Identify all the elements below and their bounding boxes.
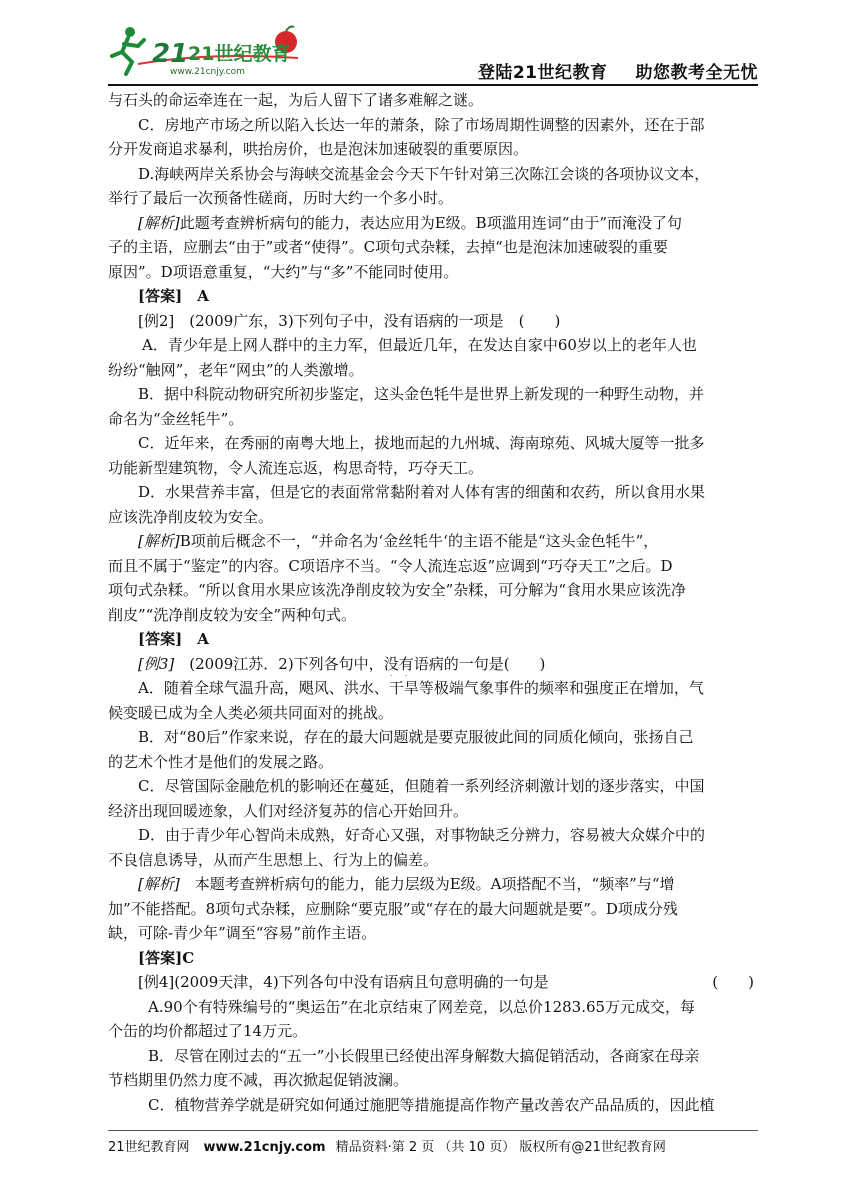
text-line: 功能新型建筑物，令人流连忘返，构思奇特，巧夺天工。: [108, 458, 484, 477]
text-line: 原因”。D项语意重复，“大约”与“多”不能同时使用。: [108, 262, 459, 281]
option-line: B．尽管在刚过去的“五一”小长假里已经使出浑身解数大搞促销活动，各商家在母亲: [148, 1046, 700, 1065]
text-line: 命名为“金丝牦牛”。: [108, 409, 244, 428]
analysis-text: 本题考查辨析病句的能力，能力层级为E级。A项搭配不当，“频率”与“增: [179, 875, 675, 893]
text-line: 子的主语，应删去“由于”或者“使得”。C项句式杂糅，去掉“也是泡沫加速破裂的重要: [108, 238, 668, 256]
option-line: D．由于青少年心智尚未成熟，好奇心又强，对事物缺乏分辨力，容易被大众媒介中的: [138, 826, 706, 844]
header-slogan: [478, 58, 758, 83]
answer-line: [答案] A: [138, 287, 209, 305]
footer-url[interactable]: www.21cnjy.com: [203, 1140, 326, 1155]
question-text-end: 语病的一句是( ): [413, 654, 546, 673]
analysis-line: [108, 211, 754, 236]
text-line: 举行了最后一次预备性磋商，历时大约一个多小时。: [108, 189, 454, 207]
footer-divider: [108, 1130, 758, 1131]
option-line: C．尽管国际金融危机的影响还在蔓延，但随着一系列经济刺激计划的逐步落实，中国: [138, 777, 705, 795]
text-line: 缺，可除-青少年”调至“容易”前作主语。: [108, 924, 377, 942]
answer-line: [答案]C: [138, 948, 195, 967]
svg-text:21: 21: [152, 39, 189, 69]
slogan-right: 助您教考全无忧: [635, 63, 758, 83]
answer-blank: ( ): [712, 973, 754, 991]
logo-url-text: www.21cnjy.com: [170, 67, 245, 77]
site-logo: [108, 22, 308, 80]
text-line: 的艺术个性才是他们的发展之路。: [108, 752, 334, 771]
question-text: (2009江苏．2)下列各句中，: [174, 654, 384, 673]
text-line: 不良信息诱导，从而产生思想上、行为上的偏差。: [108, 850, 439, 869]
question-text: [例4](2009天津，4)下列各句中没有语病且句意明确的一句是: [138, 973, 549, 991]
question-title: [108, 652, 754, 677]
logo-text: 21世纪教育: [188, 43, 291, 65]
header-divider: [108, 84, 758, 86]
question-tag: [例3]: [138, 654, 175, 673]
text-line: 应该洗净削皮较为安全。: [108, 507, 274, 526]
question-title: [108, 970, 754, 995]
analysis-tag: [解析]: [138, 213, 180, 232]
option-line: C．近年来，在秀丽的南粤大地上，拔地而起的九州城、海南琼苑、风城大厦等一批多: [138, 434, 705, 452]
slogan-left: 登陆21世纪教育: [477, 63, 608, 83]
text-line: 个缶的均价都超过了14万元。: [108, 1022, 308, 1040]
text-line: 而且不属于“鉴定”的内容。C项语序不当。“令人流连忘返”应调到“巧夺天工”之后。D: [108, 556, 673, 575]
option-line: D．水果营养丰富，但是它的表面常常黏附着对人体有害的细菌和农药，所以食用水果: [138, 483, 706, 501]
text-line: 候变暖已成为全人类必须共同面对的挑战。: [108, 703, 394, 722]
page-footer: [108, 1136, 758, 1155]
text-line: 节档期里仍然力度不减，再次掀起促销波澜。: [108, 1071, 409, 1089]
text-line: 经济出现回暖迹象，人们对经济复苏的信心开始回升。: [108, 801, 469, 820]
analysis-line: [108, 529, 754, 554]
text-line: 削皮”“洗净削皮较为安全”两种句式。: [108, 605, 357, 624]
analysis-line: [108, 872, 754, 897]
option-line: B．据中科院动物研究所初步鉴定，这头金色牦牛是世界上新发现的一种野生动物，并: [138, 385, 705, 403]
analysis-tag: [解析]: [138, 532, 180, 550]
text-line: 加”不能搭配。8项句式杂糅，应删除“要克服”或“存在的最大问题就是要”。D项成分残: [108, 899, 678, 918]
text-line: C．房地产市场之所以陷入长达一年的萧条，除了市场周期性调整的因素外，还在于部: [138, 115, 705, 134]
option-line: A．随着全球气温升高，飓风、洪水、干旱等极端气象事件的频率和强度正在增加，气: [138, 679, 704, 697]
footer-site-name: 21世纪教育网: [108, 1140, 190, 1155]
document-body: [108, 88, 754, 1117]
text-line: 与石头的命运牵连在一起，为后人留下了诸多难解之谜。: [108, 91, 484, 109]
page-header: [108, 18, 758, 84]
option-line: C．植物营养学就是研究如何通过施肥等措施提高作物产量改善农产品品质的，因此植: [148, 1095, 715, 1114]
analysis-tag: [解析]: [138, 875, 180, 893]
answer-line: [答案] A: [138, 630, 209, 648]
option-line: A．青少年是上网人群中的主力军，但最近几年，在发达自家中60岁以上的老年人也: [142, 336, 697, 354]
analysis-text: B项前后概念不一，“并命名为‘金丝牦牛‘的主语不能是“这头金色牦牛”，: [179, 532, 659, 550]
footer-page-info: 精品资料·第 2 页 （共 10 页） 版权所有@21世纪教育网: [335, 1140, 666, 1155]
analysis-text: 此题考查辨析病句的能力，表达应用为E级。B项滥用连词“由于”而淹没了句: [179, 213, 683, 232]
question-title: [例2] (2009广东，3)下列句子中，没有语病的一项是 ( ): [138, 311, 561, 330]
text-line: 项句式杂糅。“所以食用水果应该洗净削皮较为安全”杂糅，可分解为“食用水果应该洗净: [108, 581, 687, 599]
option-line: B．对“80后”作家来说，存在的最大问题就是要克服彼此间的同质化倾向，张扬自己: [138, 728, 694, 746]
option-line: A.90个有特殊编号的“奥运缶”在北京结束了网差竞，以总价1283.65万元成交，每: [148, 997, 696, 1016]
emphasized-text: 没有: [383, 654, 414, 673]
text-line: 分开发商追求暴利，哄抬房价，也是泡沫加速破裂的重要原因。: [108, 140, 529, 158]
text-line: 纷纷“触网”，老年“网虫”的人类激增。: [108, 360, 364, 379]
text-line: D.海峡两岸关系协会与海峡交流基金会今天下午针对第三次陈江会谈的各项协议文本，: [138, 164, 710, 183]
